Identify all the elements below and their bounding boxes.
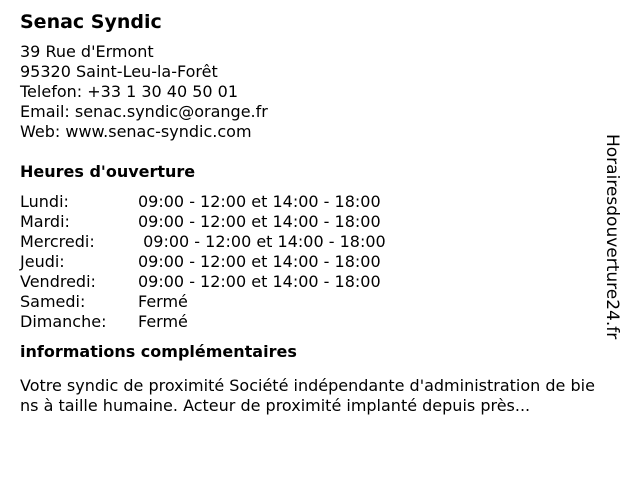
day-label: Vendredi: [20,272,96,291]
day-label: Mardi: [20,212,70,231]
business-name: Senac Syndic [20,11,162,33]
additional-info-heading: informations complémentaires [20,342,297,361]
website-line[interactable]: Web: www.senac-syndic.com [20,122,252,141]
hours-row-thursday [20,252,386,272]
hours-row-saturday [20,292,386,312]
address-city: 95320 Saint-Leu-la-Forêt [20,62,218,81]
day-label: Dimanche: [20,312,107,331]
business-description: Votre syndic de proximité Société indépendante d'administration de biens à taille humaine. Acteur de proximité implanté depuis près... [20,376,595,415]
business-card [20,8,620,416]
email-line[interactable]: Email: senac.syndic@orange.fr [20,102,268,121]
day-label: Samedi: [20,292,86,311]
address-block [20,42,620,142]
hours-row-friday [20,272,386,292]
day-hours: 09:00 - 12:00 et 14:00 - 18:00 [138,192,381,211]
day-label: Jeudi: [20,252,65,271]
day-label: Lundi: [20,192,69,211]
day-hours: 09:00 - 12:00 et 14:00 - 18:00 [138,212,381,231]
hours-row-monday [20,192,386,212]
phone-line[interactable]: Telefon: +33 1 30 40 50 01 [20,82,239,101]
day-hours: Fermé [138,312,188,331]
day-hours: 09:00 - 12:00 et 14:00 - 18:00 [138,272,381,291]
opening-hours-table [20,192,386,332]
hours-row-tuesday [20,212,386,232]
day-hours: 09:00 - 12:00 et 14:00 - 18:00 [138,252,381,271]
address-street: 39 Rue d'Ermont [20,42,154,61]
day-hours: 09:00 - 12:00 et 14:00 - 18:00 [138,232,386,251]
hours-row-wednesday [20,232,386,252]
hours-row-sunday [20,312,386,332]
day-hours: Fermé [138,292,188,311]
site-watermark: Horairesdouverture24.fr [602,134,622,340]
opening-hours-heading: Heures d'ouverture [20,162,196,181]
day-label: Mercredi: [20,232,95,251]
